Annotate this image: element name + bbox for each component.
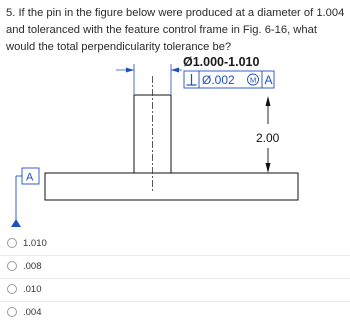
datum-triangle-icon (11, 219, 21, 227)
option-label: .004 (23, 306, 42, 318)
fcf-datum-text: A (264, 73, 273, 87)
perpendicularity-icon (187, 74, 197, 85)
option-3[interactable] (0, 279, 350, 299)
radio-icon[interactable] (7, 284, 17, 294)
option-label: .010 (23, 283, 42, 295)
feature-control-frame (184, 71, 274, 88)
radio-icon[interactable] (7, 307, 17, 317)
option-label: 1.010 (23, 237, 47, 249)
pin-drawing (0, 48, 350, 236)
option-2[interactable] (0, 256, 350, 276)
diameter-dimension-text: Ø1.000-1.010 (183, 55, 260, 69)
base-plate (45, 173, 298, 200)
height-arrow-top (266, 96, 271, 106)
option-label: .008 (23, 260, 42, 272)
fcf-modifier-text: M (250, 75, 257, 85)
option-4[interactable] (0, 302, 350, 322)
diameter-arrow-right (171, 68, 179, 73)
fcf-tolerance-text: Ø.002 (202, 73, 235, 87)
height-dimension-text: 2.00 (256, 131, 280, 145)
height-arrow-bottom (266, 163, 271, 173)
datum-feature-symbol (11, 168, 45, 227)
question-text: 5. If the pin in the figure below were produced at a diameter of 1.004 and toleranced with the feature control frame in Fig. 6-16, what would the total perpendicularity tolerance be? (6, 7, 345, 53)
radio-icon[interactable] (7, 261, 17, 271)
radio-icon[interactable] (7, 238, 17, 248)
datum-label-text: A (26, 171, 34, 184)
diameter-arrow-left (126, 68, 134, 73)
option-1[interactable] (0, 233, 350, 253)
